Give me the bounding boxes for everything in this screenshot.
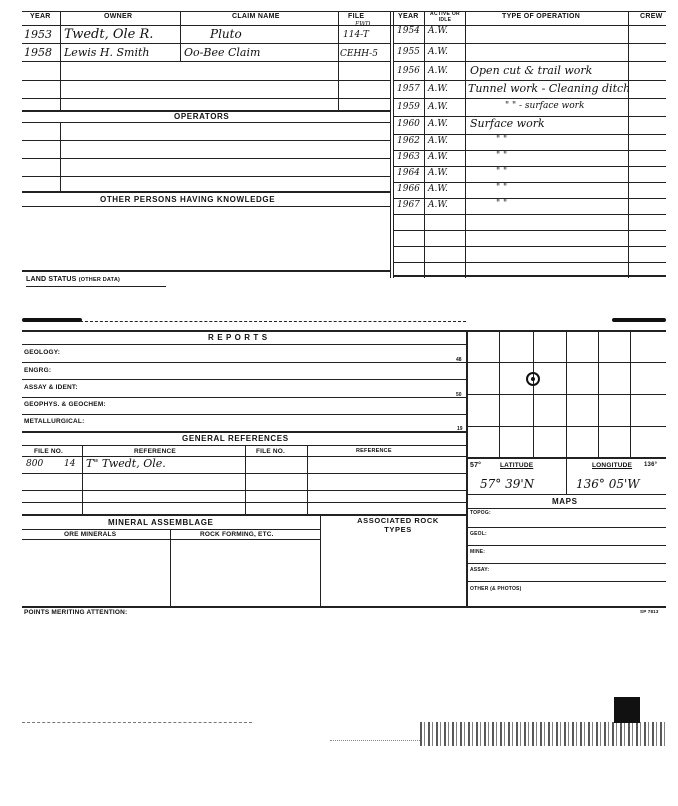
map-other: OTHER (& PHOTOS) — [470, 586, 522, 592]
points-meriting-attention-label: POINTS MERITING ATTENTION: — [24, 609, 128, 616]
op-row-11-status: A.W. — [428, 200, 448, 210]
ref-row-1-reference: T" Twedt, Ole. — [86, 457, 166, 470]
report-geology: GEOLOGY: — [24, 349, 61, 356]
op-row-7-status: A.W. — [428, 136, 448, 146]
lon-degree: 136° — [644, 462, 658, 468]
owner-row-1-year: 1953 — [24, 28, 52, 41]
op-row-2-year: 1955 — [397, 47, 420, 57]
owner-row-1-file: 114-T — [343, 30, 369, 40]
header-type-of-operation: TYPE OF OPERATION — [502, 13, 581, 20]
reports-heading: R E P O R T S — [208, 333, 268, 342]
op-row-11-year: 1967 — [397, 200, 420, 210]
ref-header-file-no: FILE NO. — [34, 448, 64, 455]
op-row-7-type: " " — [496, 135, 508, 145]
ref-header-reference-2: REFERENCE — [356, 448, 392, 454]
longitude-value: 136° 05'W — [576, 477, 640, 491]
longitude-label: LONGITUDE — [592, 462, 633, 469]
location-marker-icon — [526, 372, 540, 386]
lat-degree: 57° — [470, 462, 482, 469]
owner-row-2-owner: Lewis H. Smith — [64, 46, 150, 59]
header-year-2: YEAR — [398, 13, 419, 20]
op-row-11-type: " " — [496, 199, 508, 209]
report-metallurgical: METALLURGICAL: — [24, 418, 85, 425]
map-assay: ASSAY: — [470, 567, 490, 573]
scan-smear-right — [612, 318, 666, 322]
scan-smear-left — [22, 318, 82, 322]
op-row-4-type: Tunnel work - Cleaning ditch — [468, 82, 631, 95]
header-crew: CREW — [640, 13, 663, 20]
op-row-6-type: Surface work — [470, 117, 545, 130]
op-row-8-type: " " — [496, 151, 508, 161]
report-assay: ASSAY & IDENT: — [24, 384, 78, 391]
header-claim-name: CLAIM NAME — [232, 13, 280, 20]
scan-black-square — [614, 697, 640, 723]
other-persons-heading: OTHER PERSONS HAVING KNOWLEDGE — [100, 195, 276, 204]
report-geophys: GEOPHYS. & GEOCHEM: — [24, 401, 106, 408]
header-year: YEAR — [30, 13, 51, 20]
mineral-assemblage-heading: MINERAL ASSEMBLAGE — [108, 518, 214, 527]
op-row-8-year: 1963 — [397, 152, 420, 162]
map-geol: GEOL: — [470, 531, 487, 537]
report-geology-num: 48 — [456, 357, 462, 363]
land-status-label: LAND STATUS (OTHER DATA) — [26, 276, 121, 283]
latitude-label: LATITUDE — [500, 462, 534, 469]
header-file: FILE — [348, 13, 365, 20]
op-row-9-year: 1964 — [397, 168, 420, 178]
op-row-5-year: 1959 — [397, 102, 420, 112]
owner-row-1-file-top: EWD — [355, 21, 371, 28]
latitude-value: 57° 39'N — [480, 477, 535, 491]
rock-forming-header: ROCK FORMING, ETC. — [200, 531, 274, 538]
op-row-9-status: A.W. — [428, 168, 448, 178]
op-row-5-type: " " - surface work — [505, 101, 585, 111]
op-row-1-year: 1954 — [397, 26, 420, 36]
report-engrg: ENGRG: — [24, 367, 52, 374]
op-row-8-status: A.W. — [428, 152, 448, 162]
header-owner: OWNER — [104, 13, 133, 20]
operators-heading: OPERATORS — [174, 112, 230, 121]
owner-row-2-claim: Oo-Bee Claim — [184, 46, 261, 59]
op-row-4-year: 1957 — [397, 84, 420, 94]
op-row-6-status: A.W. — [428, 119, 448, 129]
op-row-2-status: A.W. — [428, 47, 448, 57]
report-metallurgical-num: 19 — [457, 426, 463, 432]
op-row-10-year: 1966 — [397, 184, 420, 194]
op-row-4-status: A.W. — [428, 84, 448, 94]
general-references-heading: GENERAL REFERENCES — [182, 434, 289, 443]
report-assay-num: 50 — [456, 392, 462, 398]
owner-row-1-claim: Pluto — [210, 27, 242, 41]
op-row-7-year: 1962 — [397, 136, 420, 146]
ref-header-file-no-2: FILE NO. — [256, 448, 286, 455]
op-row-10-type: " " — [496, 183, 508, 193]
owner-row-2-file: CEHH-5 — [340, 49, 378, 59]
ref-row-1-file-no: 800 — [26, 459, 44, 469]
map-mine: MINE: — [470, 549, 486, 555]
ref-row-1-page: 14 — [64, 459, 76, 469]
scan-noise-strip — [420, 722, 666, 746]
op-row-9-type: " " — [496, 167, 508, 177]
associated-rock-types-heading: ASSOCIATED ROCK TYPES — [357, 516, 439, 534]
ore-minerals-header: ORE MINERALS — [64, 531, 117, 538]
op-row-3-status: A.W. — [428, 66, 448, 76]
op-row-5-status: A.W. — [428, 102, 448, 112]
op-row-3-year: 1956 — [397, 66, 420, 76]
ref-header-reference: REFERENCE — [134, 448, 176, 455]
op-row-1-status: A.W. — [428, 26, 448, 36]
op-row-6-year: 1960 — [397, 119, 420, 129]
map-topog: TOPOG: — [470, 510, 491, 516]
maps-heading: MAPS — [552, 497, 578, 506]
form-number: SP 7813 — [640, 609, 659, 614]
owner-row-2-year: 1958 — [24, 46, 52, 59]
header-active-idle: ACTIVE OR IDLE — [430, 11, 460, 23]
op-row-10-status: A.W. — [428, 184, 448, 194]
op-row-3-type: Open cut & trail work — [470, 64, 593, 77]
owner-row-1-owner: Twedt, Ole R. — [64, 27, 154, 42]
